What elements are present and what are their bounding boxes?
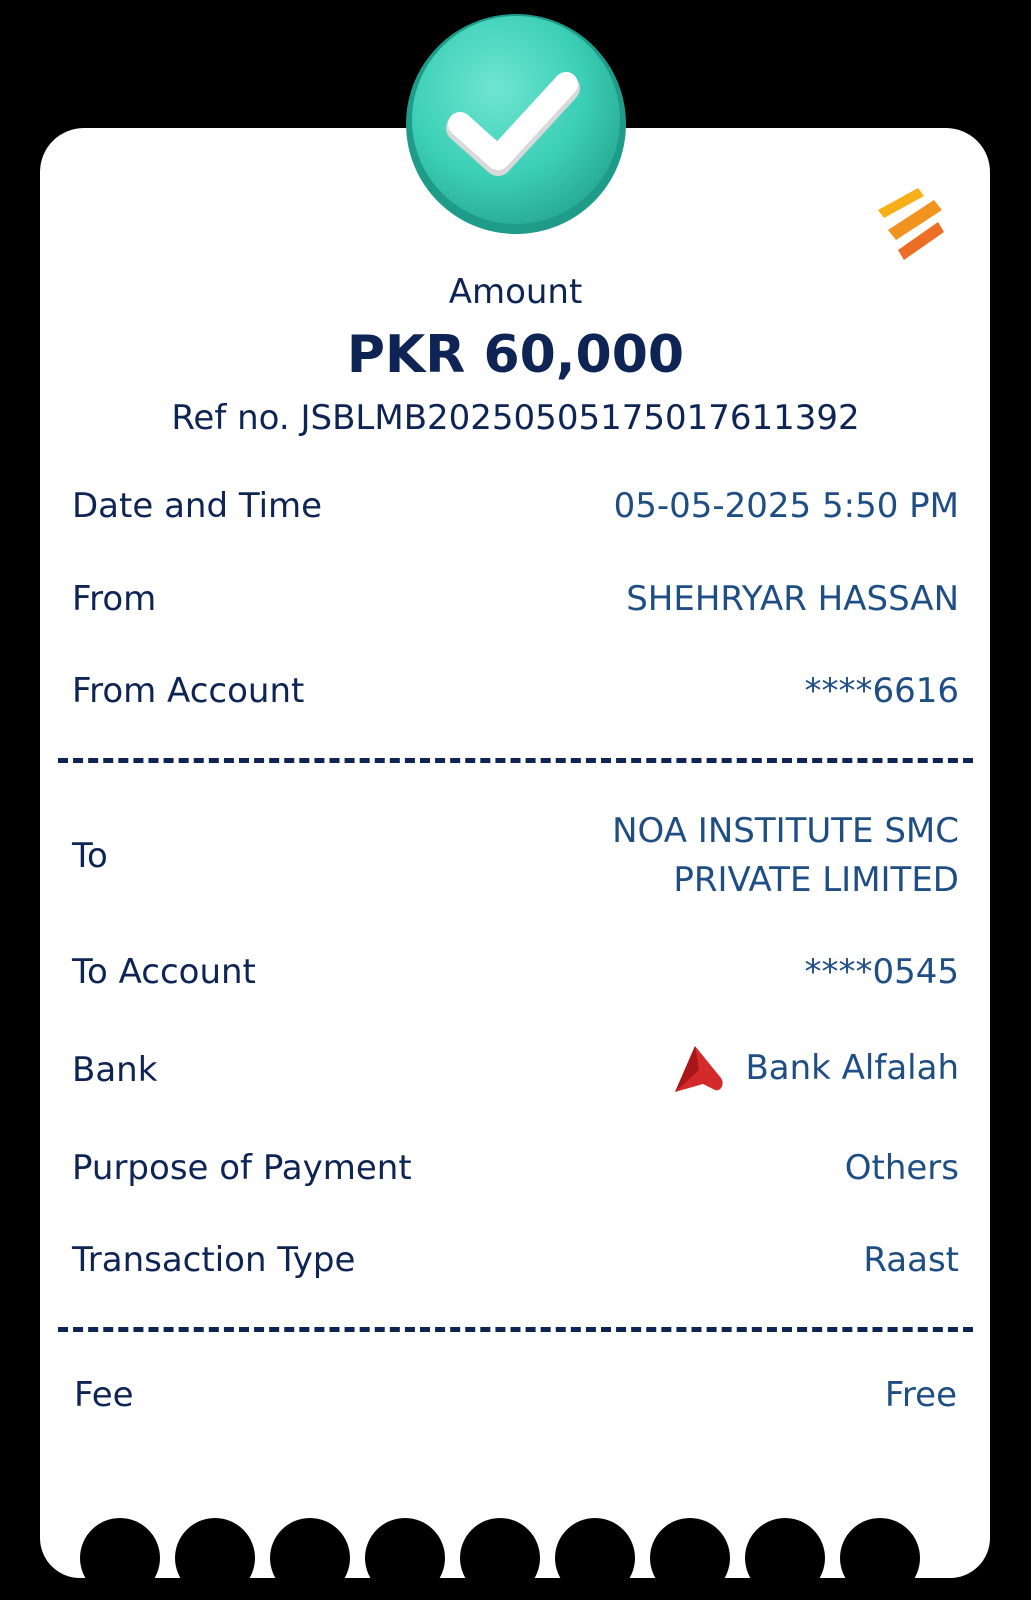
bank-value	[671, 1040, 959, 1096]
to-account-value: ****0545	[804, 952, 959, 992]
from-account-label: From Account	[72, 671, 305, 711]
transaction-type-label: Transaction Type	[72, 1240, 356, 1280]
date-time-value: 05-05-2025 5:50 PM	[613, 486, 959, 526]
to-account-label: To Account	[72, 952, 256, 992]
to-label: To	[72, 836, 108, 876]
from-label: From	[72, 579, 157, 619]
to-value-line1: NOA INSTITUTE SMC	[612, 811, 959, 851]
bank-alfalah-icon	[671, 1040, 727, 1096]
to-value-line2: PRIVATE LIMITED	[673, 860, 959, 900]
divider	[58, 1327, 973, 1332]
brand-logo-icon	[872, 182, 950, 260]
transaction-type-value: Raast	[863, 1240, 959, 1280]
check-circle-icon	[402, 10, 630, 238]
fee-value: Free	[884, 1375, 957, 1415]
amount-value: PKR 60,000	[346, 325, 685, 385]
from-value: SHEHRYAR HASSAN	[626, 579, 959, 619]
reference-number: Ref no. JSBLMB20250505175017611392	[171, 398, 860, 438]
bank-name: Bank Alfalah	[745, 1048, 959, 1088]
fee-label: Fee	[74, 1375, 134, 1415]
divider	[58, 758, 973, 763]
purpose-label: Purpose of Payment	[72, 1148, 412, 1188]
from-account-value: ****6616	[804, 671, 959, 711]
amount-label: Amount	[448, 272, 583, 312]
bank-label: Bank	[72, 1050, 158, 1090]
purpose-value: Others	[844, 1148, 959, 1188]
date-time-label: Date and Time	[72, 486, 323, 526]
receipt-scalloped-edge	[40, 1506, 990, 1578]
